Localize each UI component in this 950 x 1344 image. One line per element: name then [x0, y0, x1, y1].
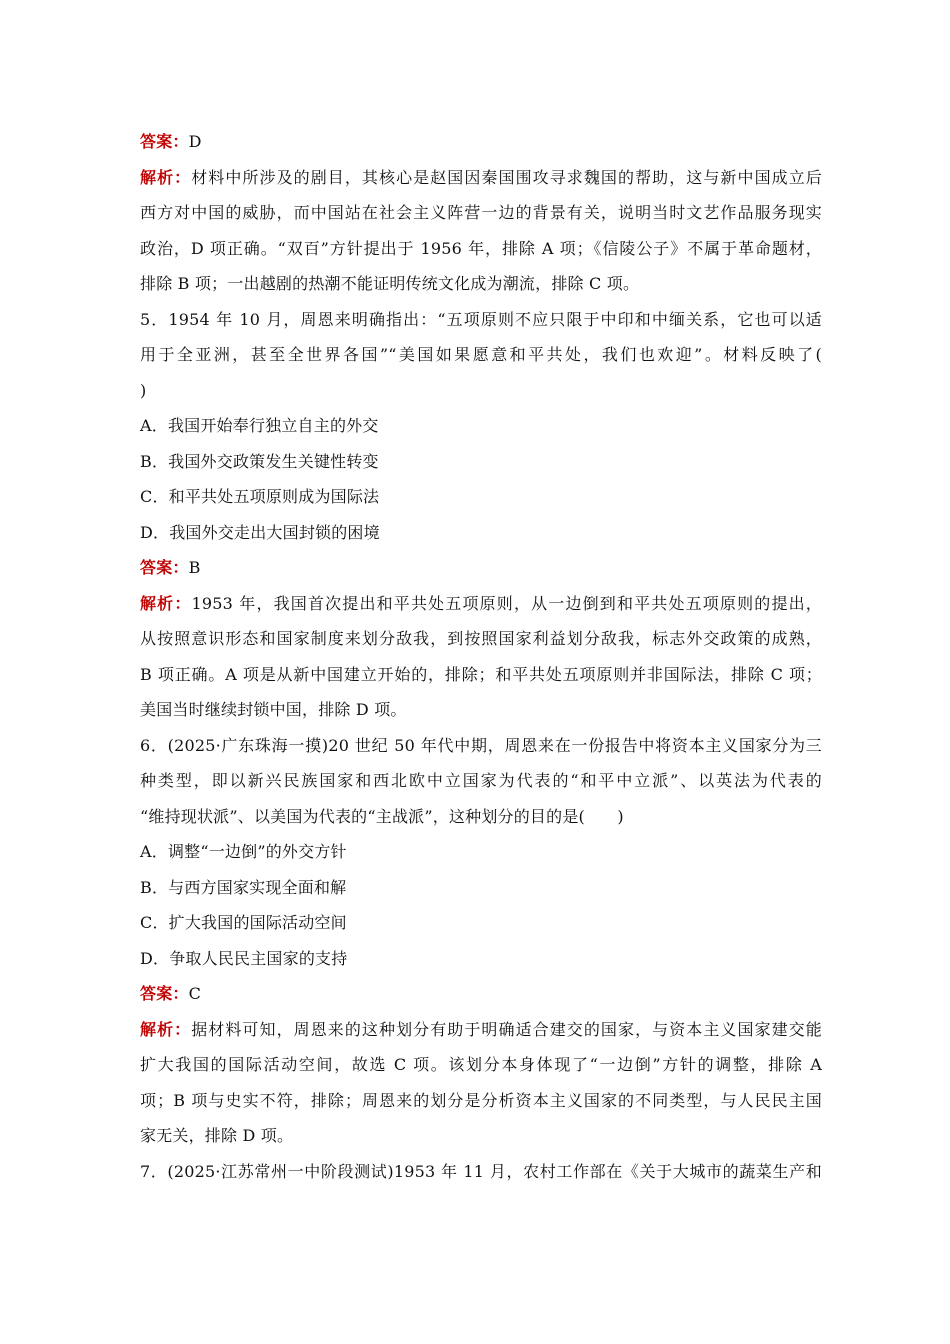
q4-analysis-line-1: 解析：材料中所涉及的剧目，其核心是赵国因秦国围攻寻求魏国的帮助，这与新中国成立后 — [140, 167, 822, 187]
analysis-label: 解析： — [140, 593, 192, 613]
analysis-label: 解析： — [140, 167, 192, 187]
q5-analysis-line-4: 美国当时继续封锁中国，排除 D 项。 — [140, 700, 407, 719]
answer-label: 答案： — [140, 132, 189, 151]
q5-stem-line-2: 用于全亚洲，甚至全世界各国”“美国如果愿意和平共处，我们也欢迎”。材料反映了( — [140, 345, 822, 364]
q5-option-b: B．我国外交政策发生关键性转变 — [140, 451, 379, 471]
q4-analysis-line-3: 政治，D 项正确。“双百”方针提出于 1956 年，排除 A 项；《信陵公子》不属于革命题材， — [140, 238, 822, 258]
q6-analysis-line-1: 解析：据材料可知，周恩来的这种划分有助于明确适合建交的国家，与资本主义国家建交能 — [140, 1019, 822, 1039]
q5-analysis-line-2: 从按照意识形态和国家制度来划分敌我，到按照国家利益划分敌我，标志外交政策的成熟， — [140, 629, 822, 648]
q5-option-d: D．我国外交走出大国封锁的困境 — [140, 522, 380, 542]
answer-value: B — [188, 558, 201, 577]
answer-value: D — [188, 132, 202, 151]
q5-analysis-line-3: B 项正确。A 项是从新中国建立开始的，排除；和平共处五项原则并非国际法，排除 C 项； — [140, 664, 822, 684]
q5-analysis-line-1: 解析：1953 年，我国首次提出和平共处五项原则，从一边倒到和平共处五项原则的提出， — [140, 593, 823, 613]
q6-option-a: A．调整“一边倒”的外交方针 — [140, 842, 347, 861]
q6-analysis-line-3: 项；B 项与史实不符，排除；周恩来的划分是分析资本主义国家的不同类型，与人民民主国 — [140, 1090, 822, 1110]
q6-analysis-line-4: 家无关，排除 D 项。 — [140, 1126, 294, 1145]
answer-label: 答案： — [140, 984, 189, 1003]
q6-option-d: D．争取人民民主国家的支持 — [140, 948, 348, 968]
q6-stem-line-1: 6．(2025·广东珠海一摸)20 世纪 50 年代中期，周恩来在一份报告中将资本主义国家分为三 — [140, 735, 822, 755]
q4-analysis-line-4: 排除 B 项；一出越剧的热潮不能证明传统文化成为潮流，排除 C 项。 — [140, 274, 640, 293]
q5-stem-line-3: ) — [140, 380, 147, 400]
q6-option-c: C．扩大我国的国际活动空间 — [140, 913, 347, 932]
q5-option-a: A．我国开始奉行独立自主的外交 — [140, 416, 379, 435]
q6-stem-line-2: 种类型，即以新兴民族国家和西北欧中立国家为代表的“和平中立派”、以英法为代表的 — [140, 771, 822, 790]
q5-answer — [140, 550, 822, 586]
q6-stem-line-3: “维持现状派”、以美国为代表的“主战派”，这种划分的目的是( ) — [140, 806, 624, 826]
analysis-label: 解析： — [140, 1019, 192, 1039]
answer-label: 答案： — [140, 558, 189, 577]
answer-value: C — [188, 984, 202, 1003]
q4-answer — [140, 124, 822, 160]
q4-analysis-line-2: 西方对中国的威胁，而中国站在社会主义阵营一边的背景有关，说明当时文艺作品服务现实 — [140, 203, 822, 222]
q6-option-b: B．与西方国家实现全面和解 — [140, 877, 347, 897]
q5-option-c: C．和平共处五项原则成为国际法 — [140, 487, 380, 506]
q6-analysis-line-2: 扩大我国的国际活动空间，故选 C 项。该划分本身体现了“一边倒”方针的调整，排除 A — [140, 1055, 822, 1074]
document-body — [140, 124, 822, 1189]
q6-answer — [140, 976, 822, 1012]
q7-stem-line-1: 7．(2025·江苏常州一中阶段测试)1953 年 11 月，农村工作部在《关于大城市的蔬菜生产和 — [140, 1161, 822, 1181]
q5-stem-line-1: 5．1954 年 10 月，周恩来明确指出：“五项原则不应只限于中印和中缅关系，它也可以适 — [140, 309, 822, 329]
